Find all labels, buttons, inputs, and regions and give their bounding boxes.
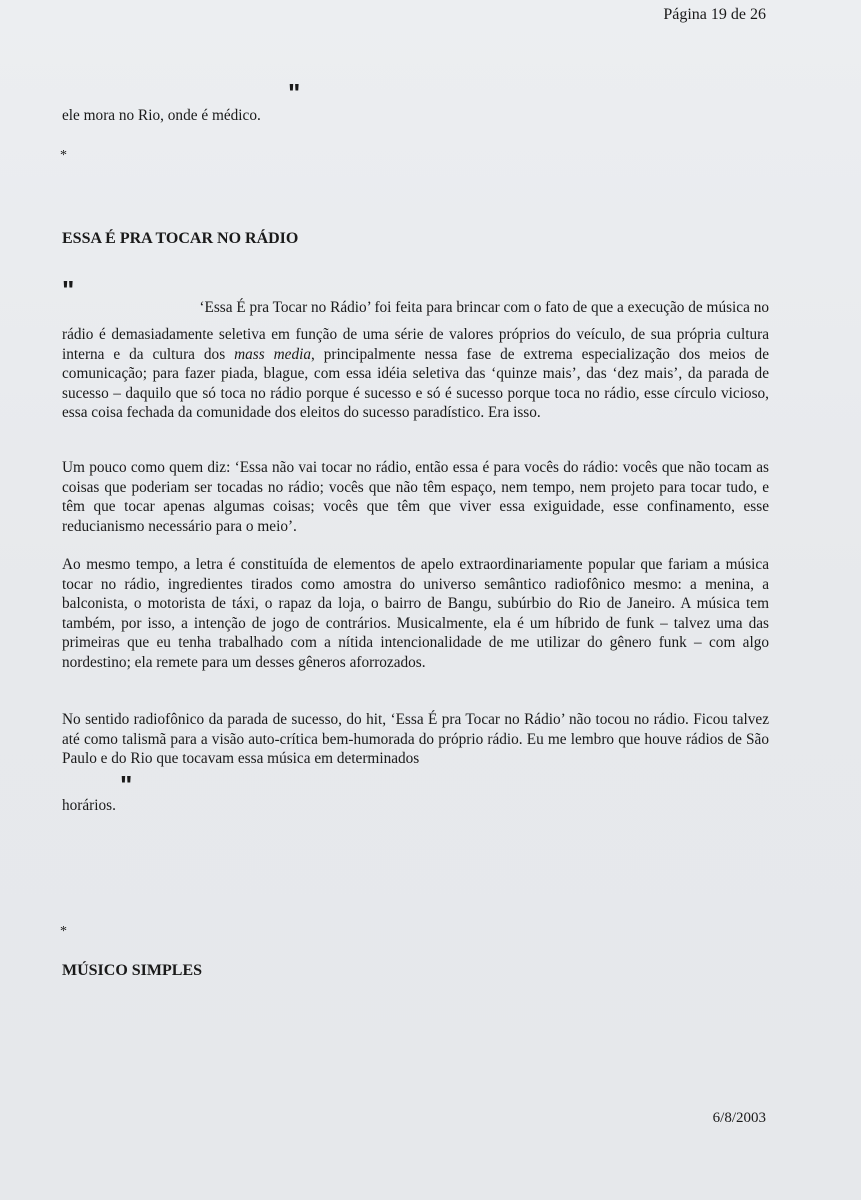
paragraph-1-part-a: rádio é demasiadamente seletiva em função de uma série de valores próprios do veículo, de sua própria cultura interna e da cultura dos	[62, 326, 769, 363]
page-number: Página 19 de 26	[663, 6, 766, 23]
paragraph-3: Ao mesmo tempo, a letra é constituída de elementos de apelo extraordinariamente popular que fariam a música tocar no rádio, ingredientes tirados como amostra do universo semântico radiofônico mesmo: a menina, a balconista, o motorista de táxi, o rapaz da loja, o bairro de Bangu, subúrbio do Rio de Janeiro. A música tem também, por isso, a intenção de jogo de contrários. Musicalmente, ela é um híbrido de funk – talvez uma das primeiras que eu tenha trabalhado com a nítida intencionalidade de me utilizar do gênero funk – com algo nordestino; ela remete para um desses gêneros aforrozados.	[62, 556, 769, 671]
section-separator: *	[60, 148, 67, 163]
footer-date: 6/8/2003	[712, 1110, 766, 1126]
paragraph-first-line: ‘Essa É pra Tocar no Rádio’ foi feita para brincar com o fato de que a execução de música no	[199, 299, 769, 316]
closing-quote-mark: "	[120, 770, 132, 800]
paragraph-1	[62, 325, 769, 423]
closing-quote-mark: "	[288, 78, 300, 108]
section-separator: *	[60, 924, 67, 939]
paragraph-2: Um pouco como quem diz: ‘Essa não vai tocar no rádio, então essa é para vocês do rádio: vocês que não tocam as coisas que poderiam ser tocadas no rádio; vocês que não têm espaço, nem tempo, nem projeto para tocar tudo, e têm que tocar apenas algumas coisas; vocês que têm que viver essa exiguidade, esse confinamento, esse reducianismo necessário para o meio’.	[62, 459, 769, 535]
paragraph-1-part-b: , principalmente nessa fase de extrema especialização dos meios de comunicação; para fazer piada, blague, com essa idéia seletiva das ‘quinze mais’, das ‘dez mais’, da parada de sucesso – daquilo que só toca no rádio porque é sucesso e só é sucesso porque toca no rádio, esse círculo vicioso, essa coisa fechada da comunidade dos eleitos do sucesso paradístico. Era isso.	[62, 345, 769, 422]
paragraph-1-italic: mass media	[234, 345, 312, 363]
paragraph-4-end: horários.	[62, 797, 116, 814]
paragraph-4: No sentido radiofônico da parada de sucesso, do hit, ‘Essa É pra Tocar no Rádio’ não tocou no rádio. Ficou talvez até como talismã para a visão auto-crítica bem-humorada do próprio rádio. Eu me lembro que houve rádios de São Paulo e do Rio que tocavam essa música em determinados	[62, 711, 769, 768]
continuation-line: ele mora no Rio, onde é médico.	[62, 107, 261, 124]
section-heading: ESSA É PRA TOCAR NO RÁDIO	[62, 230, 299, 247]
opening-quote-mark: "	[62, 275, 74, 305]
section-heading: MÚSICO SIMPLES	[62, 962, 203, 979]
